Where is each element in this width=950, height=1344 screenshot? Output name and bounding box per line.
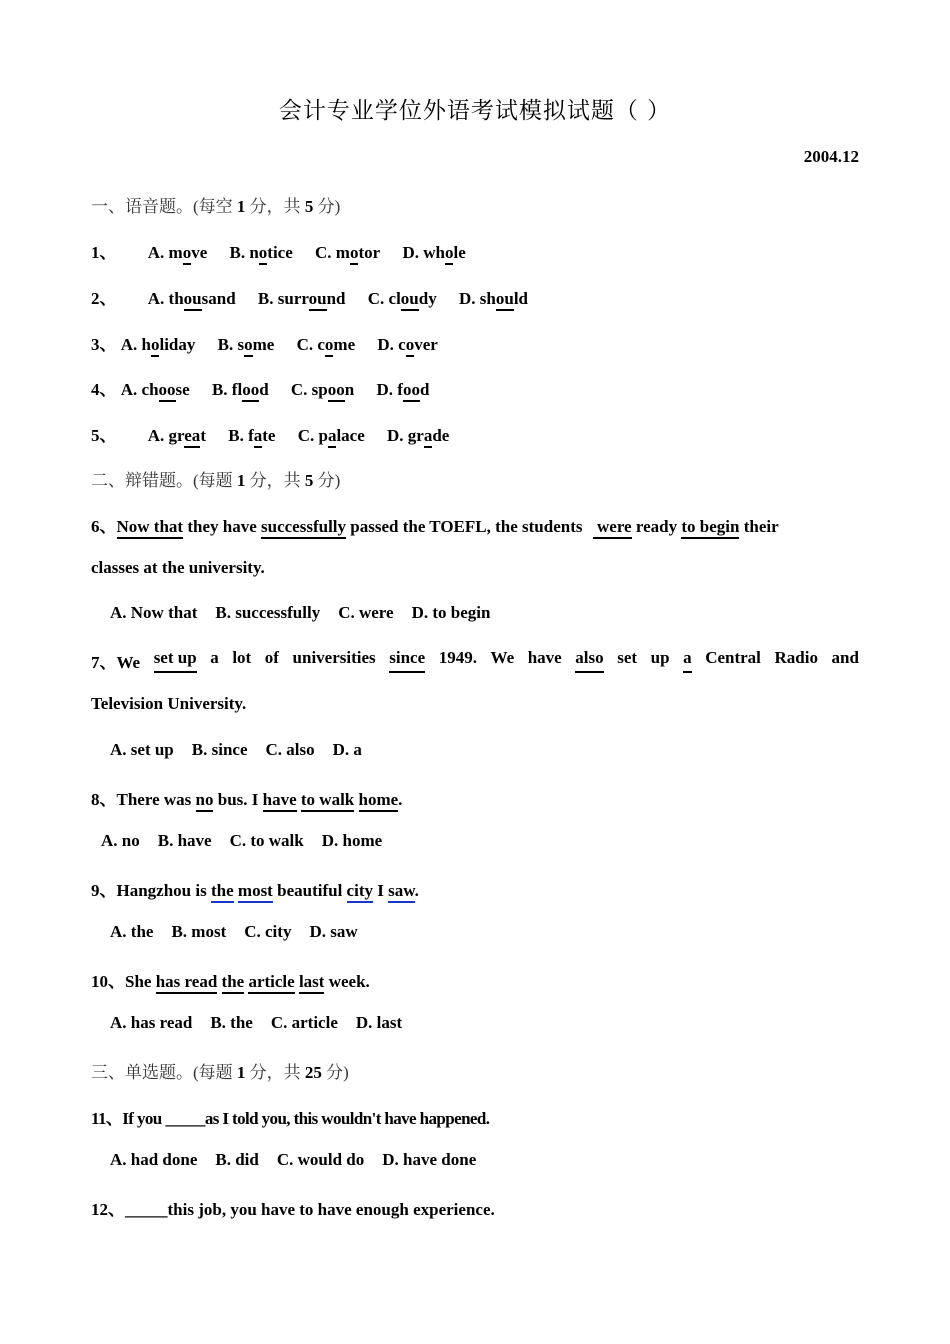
question-12: 12、_____this job, you have to have enough experience. [91, 1200, 495, 1219]
question-6-options: A. Now that B. successfully C. were D. to begin [110, 603, 491, 622]
page-title: 会计专业学位外语考试模拟试题（ ） [278, 98, 672, 124]
option-b: B. fate [228, 426, 275, 445]
question-6-line2: classes at the university. [91, 558, 265, 577]
question-4: 4、 A. choose B. flood C. spoon D. food [91, 375, 447, 400]
question-6: 6、Now that they have successfully passed the TOEFL, the students were ready to begin their [91, 512, 779, 537]
question-9: 9、Hangzhou is the most beautiful city I saw. [91, 876, 419, 901]
question-7-line2: Television University. [91, 694, 247, 713]
section-2-heading: 二、辩错题。(每题 1 分，共 5 分) [91, 471, 341, 490]
question-2: 2、 A. thousand B. surround C. cloudy D. should [91, 284, 546, 309]
section-3-heading: 三、单选题。(每题 1 分，共 25 分) [91, 1063, 349, 1082]
question-10-options: A. has read B. the C. article D. last [110, 1013, 403, 1032]
option-c: C. come [297, 335, 356, 354]
question-1: 1、 A. move B. notice C. motor D. whole [91, 238, 484, 263]
section-1-heading: 一、语音题。(每空 1 分，共 5 分) [91, 197, 341, 216]
option-a: A. thousand [148, 289, 236, 308]
exam-date: 2004.12 [803, 147, 859, 166]
question-10: 10、She has read the article last week. [91, 967, 370, 992]
option-a: A. holiday [121, 335, 196, 354]
option-b: B. flood [212, 380, 269, 399]
option-c: C. motor [315, 243, 380, 262]
question-3: 3、 A. holiday B. some C. come D. cover [91, 330, 456, 355]
option-c: C. spoon [291, 380, 354, 399]
question-7-options: A. set up B. since C. also D. a [110, 740, 362, 759]
answer-blank: _____ [125, 1200, 168, 1219]
question-11: 11、If you _____as I told you, this wouldn't have happened. [91, 1109, 490, 1128]
option-c: C. palace [298, 426, 365, 445]
question-5: 5、 A. great B. fate C. palace D. grade [91, 421, 467, 446]
question-7: 7、We set up a lot of universities since 1949. We have also set up a Central Radio and [91, 648, 859, 672]
option-d: D. cover [377, 335, 437, 354]
question-11-options: A. had done B. did C. would do D. have done [110, 1150, 477, 1169]
option-b: B. some [218, 335, 275, 354]
answer-blank: _____ [165, 1109, 205, 1128]
question-8-options: A. no B. have C. to walk D. home [101, 831, 383, 850]
option-d: D. should [459, 289, 528, 308]
option-b: B. notice [230, 243, 293, 262]
option-a: A. move [148, 243, 208, 262]
option-d: D. grade [387, 426, 449, 445]
option-d: D. food [376, 380, 429, 399]
option-a: A. choose [121, 380, 190, 399]
question-8: 8、There was no bus. I have to walk home. [91, 785, 402, 810]
option-b: B. surround [258, 289, 346, 308]
question-9-options: A. the B. most C. city D. saw [110, 922, 358, 941]
option-d: D. whole [402, 243, 465, 262]
option-a: A. great [148, 426, 206, 445]
option-c: C. cloudy [368, 289, 437, 308]
